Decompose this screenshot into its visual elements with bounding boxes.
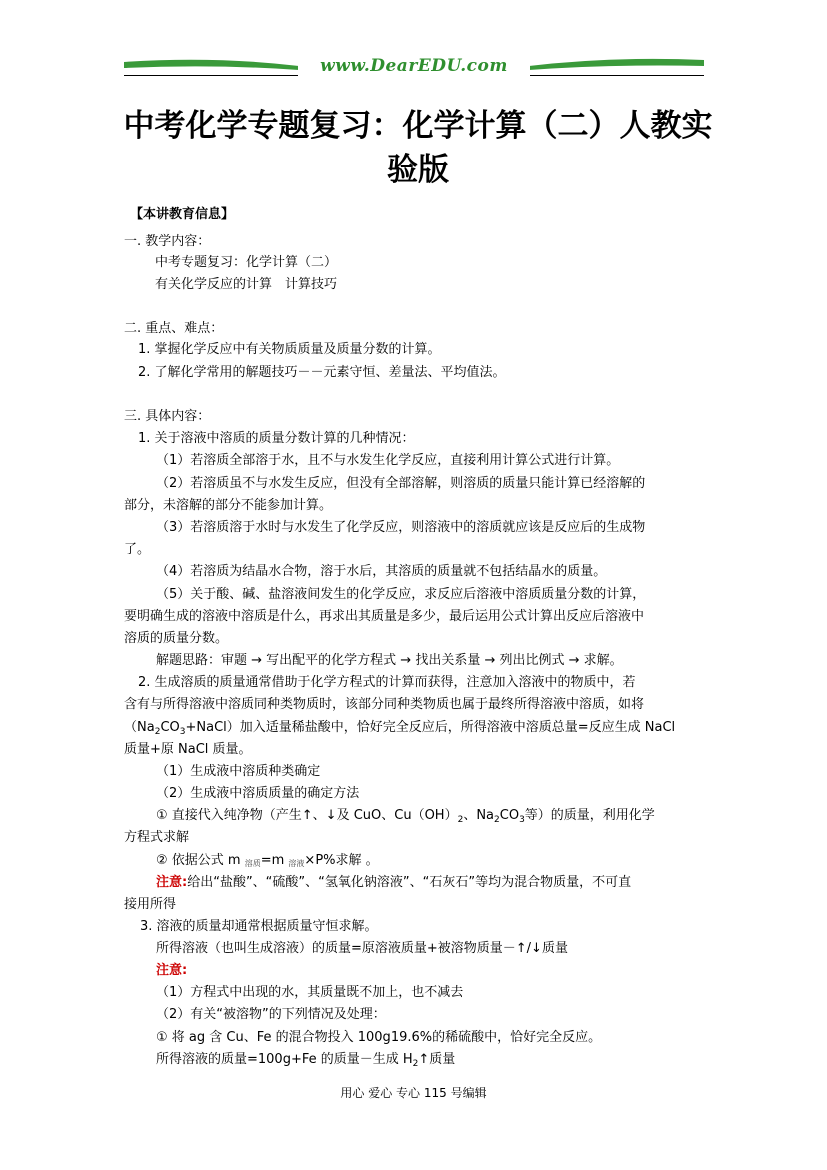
m1a-mid: 、Na: [463, 808, 495, 823]
m1a-pre: ① 直接代入纯净物（产生↑、↓及 CuO、Cu（OH）: [156, 808, 458, 823]
p2c-pre: （Na: [124, 720, 155, 735]
note-text: 给出“盐酸”、“硫酸”、“氢氧化钠溶液”、“石灰石”等均为混合物质量，不可直: [187, 875, 632, 890]
s1-heading: 一. 教学内容：: [124, 234, 211, 249]
section-heading: 【本讲教育信息】: [130, 207, 235, 222]
site-header: [124, 54, 704, 80]
s3-c4: （4）若溶质为结晶水合物，溶于水后，其溶质的质量就不包括结晶水的质量。: [156, 564, 607, 579]
title-line-1: 中考化学专题复习：化学计算（二）人教实: [123, 108, 713, 144]
s3-c2b: 部分，未溶解的部分不能参加计算。: [124, 498, 333, 513]
m2-sub1: 溶质: [244, 859, 261, 868]
m2-post: ×P%求解 。: [304, 853, 379, 868]
m2-mid: =m: [260, 853, 289, 868]
r4-post: ↑质量: [418, 1052, 456, 1067]
s3-note: [156, 874, 631, 892]
s3-r1: （1）方程式中出现的水，其质量既不加上，也不减去: [156, 985, 464, 1000]
document-title: [118, 104, 718, 192]
s3-c5a: （5）关于酸、碱、盐溶液间发生的化学反应，求反应后溶液中溶质质量分数的计算，: [156, 587, 646, 602]
s3-c5b: 要明确生成的溶液中溶质是什么，再求出其质量是多少，最后运用公式计算出反应后溶液中: [124, 609, 645, 624]
s3-r3: ① 将 ag 含 Cu、Fe 的混合物投入 100g19.6%的稀硫酸中，恰好完全反应。: [156, 1030, 602, 1045]
site-logo: www.DearEDU.com: [298, 56, 530, 76]
p2c-sub2: 3: [179, 727, 186, 737]
note-label: 注意:: [156, 875, 188, 890]
s3-idea: 解题思路：审题 → 写出配平的化学方程式 → 找出关系量 → 列出比例式 → 求解。: [156, 653, 623, 668]
s2-heading: 二. 重点、难点：: [124, 321, 224, 336]
s3-heading: 三. 具体内容：: [124, 409, 211, 424]
s2-item2: 2. 了解化学常用的解题技巧－－元素守恒、差量法、平均值法。: [138, 365, 506, 380]
m1a-sub2: 2: [494, 815, 500, 825]
s3-q1: （1）生成液中溶质种类确定: [156, 764, 321, 779]
m1a-sub3: 3: [519, 815, 525, 825]
s3-p2c: [124, 719, 675, 741]
page-footer: 用心 爱心 专心 115 号编辑: [340, 1086, 487, 1100]
s3-r4: [156, 1051, 455, 1073]
s3-note2-label: 注意:: [156, 963, 188, 978]
s3-c3b: 了。: [124, 542, 151, 557]
s1-line2: 有关化学反应的计算 计算技巧: [155, 277, 338, 292]
r4-pre: 所得溶液的质量=100g+Fe 的质量－生成 H: [156, 1052, 413, 1067]
s3-c5c: 溶质的质量分数。: [124, 631, 229, 646]
s3-p2d: 质量+原 NaCl 质量。: [124, 742, 252, 757]
p2c-mid: CO: [160, 720, 180, 735]
s3-p1: 1. 关于溶液中溶质的质量分数计算的几种情况：: [138, 431, 415, 446]
s3-c3a: （3）若溶质溶于水时与水发生了化学反应，则溶液中的溶质就应该是反应后的生成物: [156, 520, 646, 535]
m2-pre: ② 依据公式 m: [156, 853, 245, 868]
s3-p3: 3. 溶液的质量却通常根据质量守恒求解。: [140, 919, 378, 934]
m1a-post: 等）的质量，利用化学: [524, 808, 655, 823]
m1a-sub1: 2: [457, 815, 464, 825]
s2-item1: 1. 掌握化学反应中有关物质质量及质量分数的计算。: [138, 342, 441, 357]
s3-r2: （2）有关“被溶物”的下列情况及处理：: [156, 1007, 386, 1022]
s3-m1b: 方程式求解: [124, 830, 190, 845]
title-line-2: 验版: [387, 152, 449, 188]
s3-p2a: 2. 生成溶质的质量通常借助于化学方程式的计算而获得，注意加入溶液中的物质中，若: [138, 675, 636, 690]
s3-p3a: 所得溶液（也叫生成溶液）的质量=原溶液质量+被溶物质量－↑/↓质量: [156, 941, 568, 956]
s1-line1: 中考专题复习：化学计算（二）: [155, 255, 338, 270]
s3-q2: （2）生成液中溶质质量的确定方法: [156, 786, 360, 801]
s3-p2b: 含有与所得溶液中溶质同种类物质时，该部分同种类物质也属于最终所得溶液中溶质，如将: [124, 697, 645, 712]
s3-m2: [156, 852, 379, 873]
m1a-co: CO: [499, 808, 520, 823]
s3-m1a: [156, 807, 655, 829]
s3-c1: （1）若溶质全部溶于水，且不与水发生化学反应，直接利用计算公式进行计算。: [156, 453, 620, 468]
p2c-post: +NaCl）加入适量稀盐酸中，恰好完全反应后，所得溶液中溶质总量=反应生成 NaCl: [185, 720, 676, 735]
r4-sub: 2: [412, 1059, 419, 1069]
s3-note-text2: 接用所得: [124, 897, 177, 912]
m2-sub2: 溶液: [288, 859, 305, 868]
p2c-sub1: 2: [154, 727, 161, 737]
s3-c2a: （2）若溶质虽不与水发生反应，但没有全部溶解，则溶质的质量只能计算已经溶解的: [156, 476, 646, 491]
